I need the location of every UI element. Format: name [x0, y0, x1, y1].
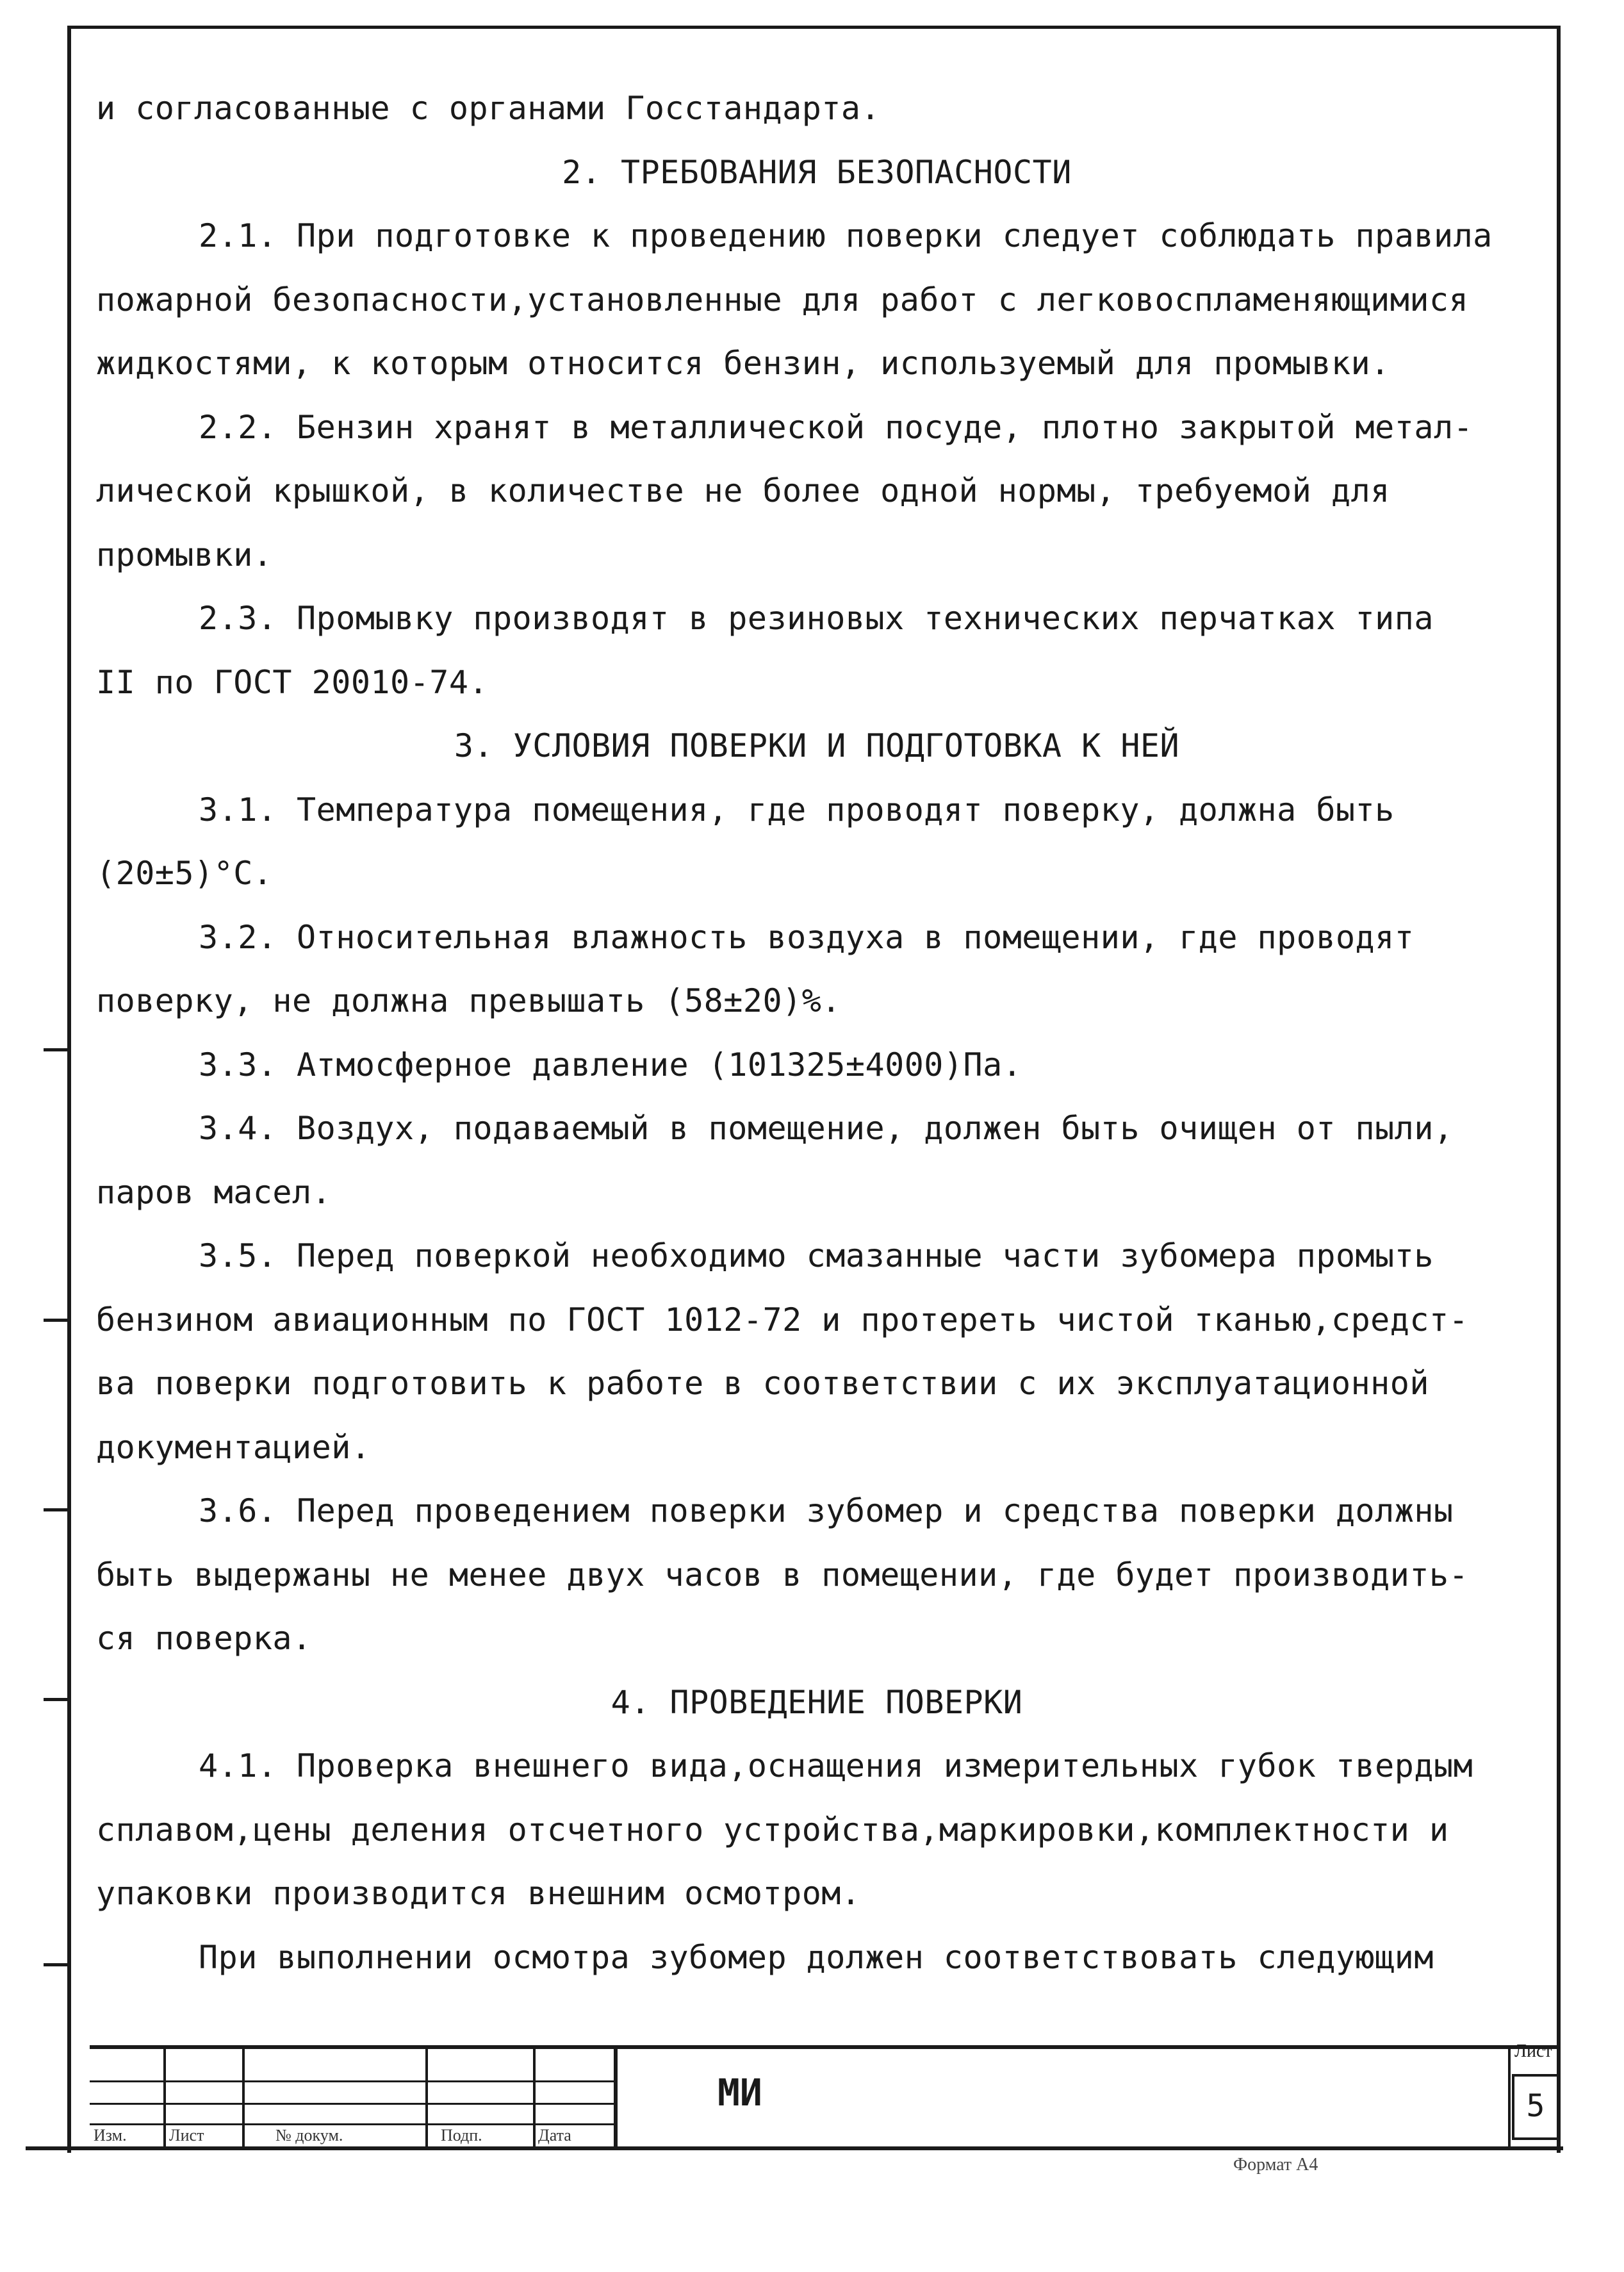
margin-tick	[44, 1698, 70, 1701]
margin-tick	[44, 1048, 70, 1051]
text-line: пожарной безопасности,установленные для работ с легковоспламеняющимися	[96, 281, 1469, 318]
text-line: 2.2. Бензин хранят в металлической посуде, плотно закрытой метал-	[199, 408, 1473, 446]
col-label-change: Изм.	[94, 2126, 127, 2144]
title-block-row-line	[90, 2123, 615, 2125]
text-line: 2.1. При подготовке к проведению поверки следует соблюдать правила	[199, 217, 1493, 254]
text-line: 3.5. Перед поверкой необходимо смазанные части зубомера промыть	[199, 1237, 1434, 1274]
document-body	[96, 77, 1538, 1989]
col-label-signature: Подп.	[441, 2126, 482, 2144]
text-line: 2.3. Промывку производят в резиновых технических перчатках типа	[199, 600, 1434, 637]
col-label-sheet: Лист	[169, 2126, 204, 2144]
text-line: лической крышкой, в количестве не более одной нормы, требуемой для	[96, 472, 1390, 509]
text-line: II по ГОСТ 20010-74.	[96, 663, 489, 701]
text-line: и согласованные с органами Госстандарта.	[96, 90, 881, 127]
sheet-number-box	[1512, 2074, 1559, 2140]
title-block-col-line	[242, 2045, 245, 2146]
text-line: ся поверка.	[96, 1620, 312, 1657]
text-line: 3.2. Относительная влажность воздуха в помещении, где проводят	[199, 918, 1415, 956]
text-line: (20±5)°C.	[96, 855, 273, 892]
text-line: 3.6. Перед проведением поверки зубомер и средства поверки должны	[199, 1492, 1454, 1529]
title-block	[90, 2041, 1557, 2146]
text-line: 3.1. Температура помещения, где проводят поверку, должна быть	[199, 791, 1395, 828]
frame-left-border	[67, 26, 71, 2153]
frame-top-border	[67, 26, 1561, 29]
margin-tick	[44, 1508, 70, 1511]
title-block-col-line	[425, 2045, 428, 2146]
text-line: 3.3. Атмосферное давление (101325±4000)Па.	[199, 1046, 1022, 1083]
title-block-top-line	[90, 2045, 1557, 2049]
col-label-doc-number: № докум.	[275, 2126, 343, 2144]
sheet-number: 5	[1526, 2088, 1545, 2124]
title-block-col-line	[1508, 2045, 1511, 2146]
section-heading: 3. УСЛОВИЯ ПОВЕРКИ И ПОДГОТОВКА К НЕЙ	[454, 727, 1180, 764]
text-line: упаковки производится внешним осмотром.	[96, 1875, 861, 1912]
text-line: ва поверки подготовить к работе в соответствии с их эксплуатационной	[96, 1365, 1429, 1402]
text-line: паров масел.	[96, 1173, 332, 1211]
text-line: бензином авиационным по ГОСТ 1012-72 и протереть чистой тканью,средст-	[96, 1301, 1469, 1338]
title-block-col-line	[163, 2045, 166, 2146]
text-line: жидкостями, к которым относится бензин, используемый для промывки.	[96, 345, 1390, 382]
margin-tick	[44, 1963, 70, 1966]
section-heading: 4. ПРОВЕДЕНИЕ ПОВЕРКИ	[611, 1683, 1023, 1721]
frame-bottom-border	[26, 2146, 1563, 2150]
text-line: 3.4. Воздух, подаваемый в помещение, должен быть очищен от пыли,	[199, 1110, 1454, 1147]
text-line: 4.1. Проверка внешнего вида,оснащения измерительных губок твердым	[199, 1747, 1473, 1784]
sheet-label: Лист	[1514, 2041, 1552, 2061]
text-line: промывки.	[96, 536, 273, 573]
page-format-label: Формат А4	[1233, 2155, 1318, 2175]
text-line: При выполнении осмотра зубомер должен соответствовать следующим	[199, 1938, 1434, 1976]
document-code: МИ	[718, 2071, 762, 2114]
text-line: быть выдержаны не менее двух часов в помещении, где будет производить-	[96, 1556, 1469, 1593]
text-line: документацией.	[96, 1428, 371, 1466]
title-block-row-line	[90, 2103, 615, 2105]
frame-right-border	[1557, 26, 1561, 2153]
title-block-row-line	[90, 2080, 615, 2082]
title-block-col-line	[614, 2045, 618, 2146]
section-heading: 2. ТРЕБОВАНИЯ БЕЗОПАСНОСТИ	[562, 153, 1072, 191]
text-line: поверку, не должна превышать (58±20)%.	[96, 982, 841, 1019]
margin-tick	[44, 1319, 70, 1322]
col-label-date: Дата	[538, 2126, 571, 2144]
text-line: сплавом,цены деления отсчетного устройства,маркировки,комплектности и	[96, 1811, 1449, 1848]
title-block-col-line	[533, 2045, 536, 2146]
